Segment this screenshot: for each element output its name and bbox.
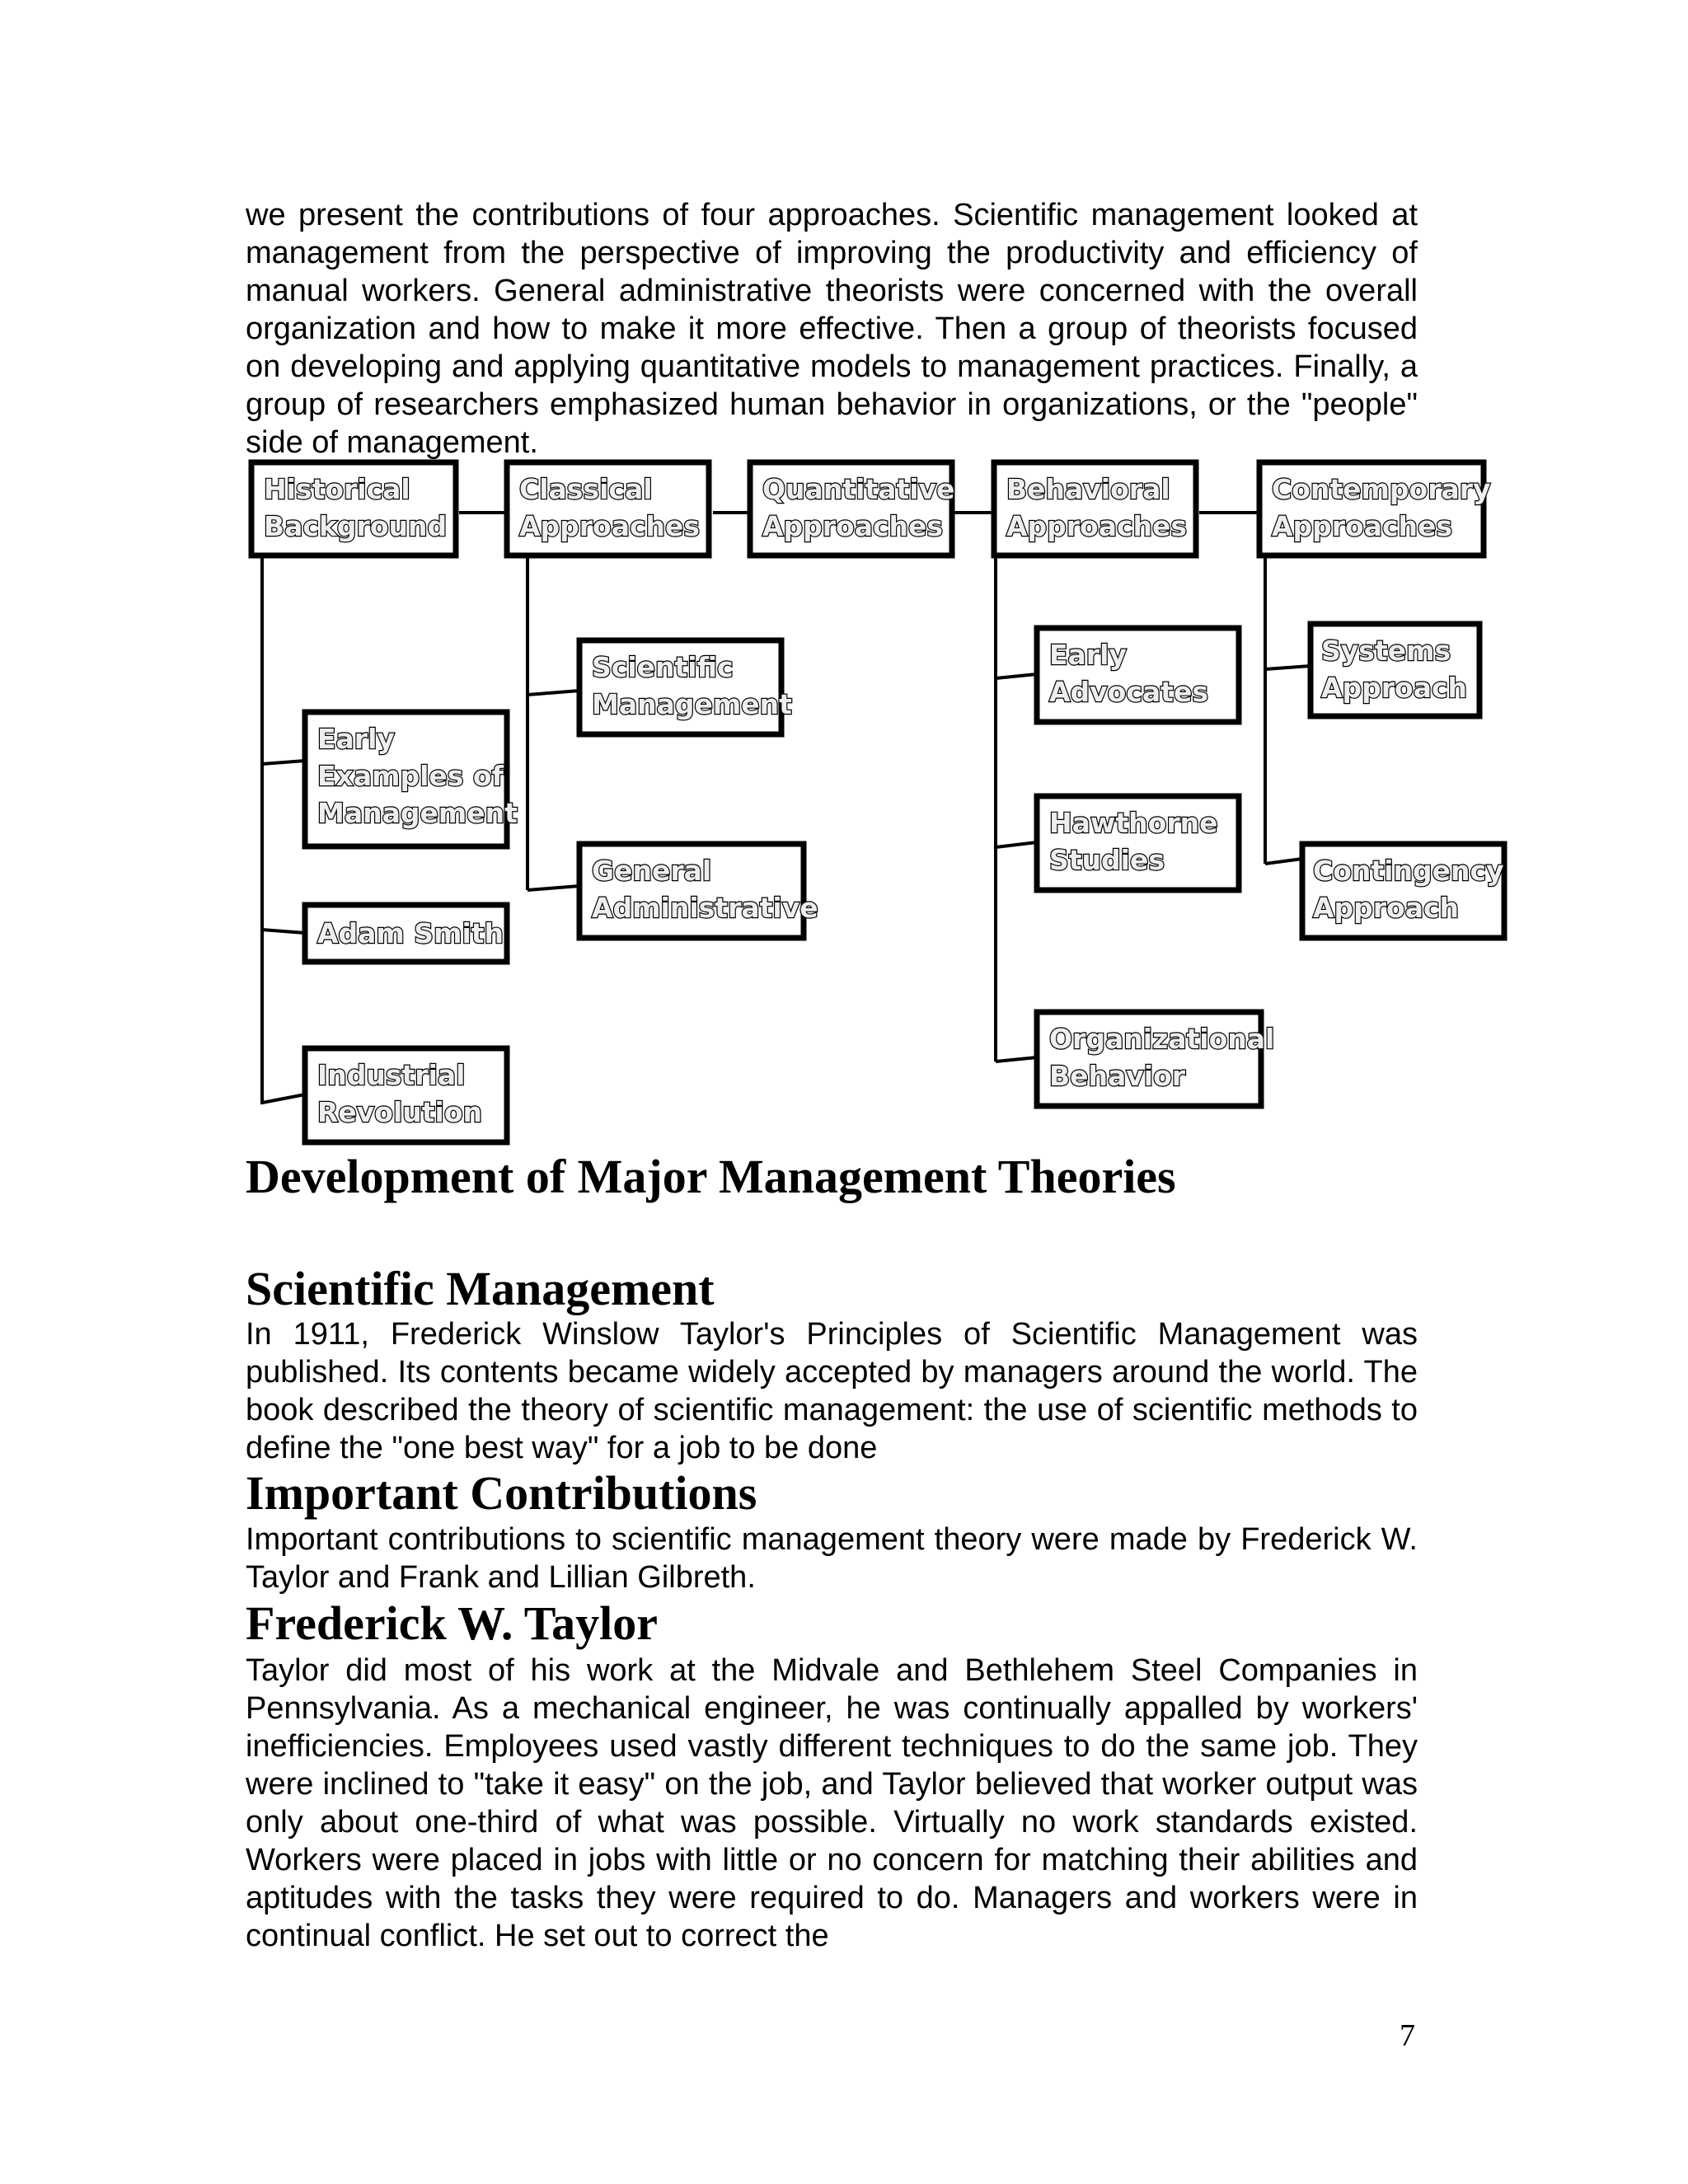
page-number: 7 (1400, 2018, 1415, 2053)
svg-text:General: General (592, 855, 712, 887)
svg-text:Behavior: Behavior (1049, 1060, 1186, 1092)
svg-text:Hawthorne: Hawthorne (1049, 807, 1218, 839)
branch-early-examples (262, 761, 305, 764)
box-systems-approach (1311, 624, 1479, 716)
branch-organizational-behavior (996, 1057, 1037, 1062)
svg-text:Classical: Classical (519, 473, 653, 505)
svg-text:Approaches: Approaches (519, 510, 701, 542)
box-industrial-revolution (305, 1048, 507, 1142)
svg-text:Contingency: Contingency (1313, 855, 1504, 887)
box-contemporary-approaches (1259, 462, 1491, 555)
box-organizational-behavior (1037, 1012, 1274, 1106)
svg-text:Early: Early (317, 723, 395, 755)
scientific-management-heading: Scientific Management (246, 1262, 715, 1315)
box-early-examples (305, 712, 518, 846)
svg-text:Advocates: Advocates (1049, 676, 1208, 708)
scientific-management-paragraph: In 1911, Frederick Winslow Taylor's Principles of Scientific Management was published. Its contents became widely accepted by managers around the world. The book described the theory of scientific management: the use of scientific methods to define the "one best way" for a job to be done (246, 1317, 1418, 1465)
svg-text:Approach: Approach (1321, 672, 1468, 704)
svg-text:Organizational: Organizational (1049, 1023, 1275, 1055)
box-behavioral-approaches (994, 462, 1196, 555)
box-quantitative-approaches (750, 462, 954, 555)
svg-text:Quantitative: Quantitative (762, 473, 955, 505)
svg-text:Historical: Historical (264, 473, 410, 505)
svg-text:Revolution: Revolution (317, 1096, 483, 1128)
svg-text:Contemporary: Contemporary (1272, 473, 1491, 505)
important-contributions-paragraph: Important contributions to scientific management theory were made by Frederick W. Taylor and Frank and Lillian Gilbreth. (246, 1522, 1418, 1595)
svg-text:Adam Smith: Adam Smith (317, 917, 504, 949)
box-classical-approaches (507, 462, 709, 555)
branch-general-administrative (528, 886, 579, 890)
branch-systems (1265, 666, 1311, 669)
svg-text:Management: Management (317, 797, 518, 829)
svg-text:Scientific: Scientific (592, 651, 734, 683)
svg-text:Administrative: Administrative (592, 892, 818, 924)
svg-text:Approaches: Approaches (1006, 510, 1188, 542)
svg-text:Studies: Studies (1049, 844, 1165, 876)
box-hawthorne-studies (1037, 796, 1239, 890)
branch-industrial-revolution (262, 1094, 305, 1103)
branch-hawthorne (996, 842, 1037, 847)
svg-text:Background: Background (264, 510, 448, 542)
svg-text:Approaches: Approaches (1272, 510, 1453, 542)
svg-text:Management: Management (592, 688, 792, 720)
svg-text:Industrial: Industrial (317, 1059, 466, 1091)
box-contingency-approach (1302, 844, 1504, 938)
box-early-advocates (1037, 628, 1239, 722)
frederick-taylor-heading: Frederick W. Taylor (246, 1596, 659, 1650)
frederick-taylor-paragraph: Taylor did most of his work at the Midvale and Bethlehem Steel Companies in Pennsylvania. As a mechanical engineer, he was continually appalled by workers' inefficiencies. Employees used vastly different techniques to do the same job. They were inclined to "take it easy" on the job, and Taylor believed that worker output was only about one-third of what was possible. Virtually no work standards existed. Workers were placed in jobs with little or no concern for matching their abilities and aptitudes with the tasks they were required to do. Managers and workers were in continual conflict. He set out to correct the (246, 1653, 1418, 1953)
svg-text:Behavioral: Behavioral (1006, 473, 1170, 505)
svg-text:Approach: Approach (1313, 892, 1460, 924)
branch-scientific-management (528, 691, 579, 695)
development-heading: Development of Major Management Theories (246, 1150, 1176, 1203)
important-contributions-heading: Important Contributions (246, 1466, 757, 1520)
svg-text:Early: Early (1049, 639, 1127, 671)
svg-text:Examples of: Examples of (317, 760, 504, 792)
box-scientific-management (579, 640, 792, 734)
svg-text:Approaches: Approaches (762, 510, 944, 542)
box-adam-smith (305, 905, 507, 962)
box-historical-background (251, 462, 456, 555)
branch-early-advocates (996, 674, 1037, 678)
intro-paragraph: we present the contributions of four approaches. Scientific management looked at management from the perspective of improving the productivity and efficiency of manual workers. General administrative theorists were concerned with the overall organization and how to make it more effective. Then a group of theorists focused on developing and applying quantitative models to management practices. Finally, a group of researchers emphasized human behavior in organizations, or the "people" side of management. (246, 198, 1418, 460)
branch-adam-smith (262, 930, 305, 933)
svg-text:Systems: Systems (1321, 635, 1451, 667)
box-general-administrative (579, 844, 818, 938)
branch-contingency (1265, 859, 1302, 864)
